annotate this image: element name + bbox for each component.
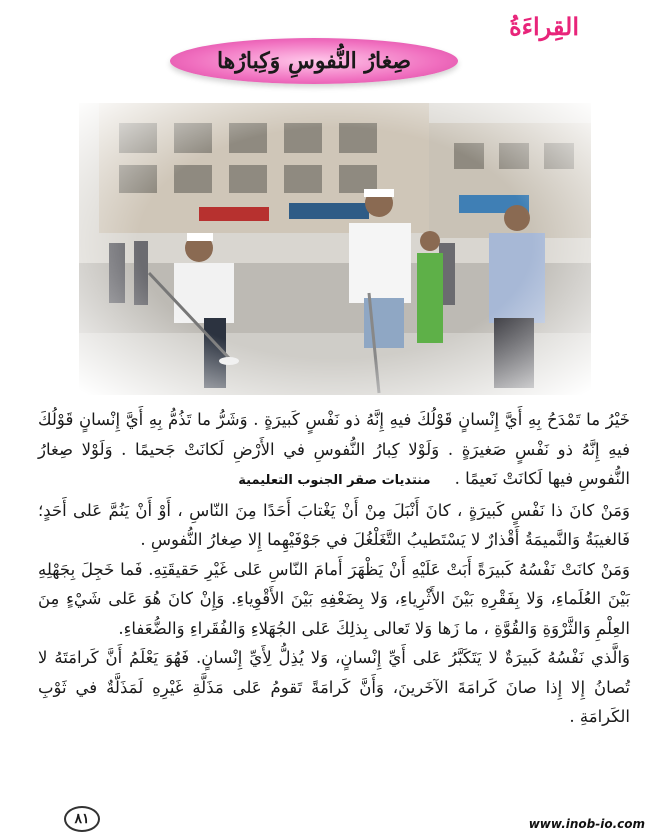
page-number: ٨١ (64, 806, 100, 832)
title-banner (170, 38, 458, 84)
paragraph-4: وَالَّذي نَفْسُهُ كَبيرَةٌ لا يَتَكَبَّرُ عَلى أَيِّ إِنْسانٍ، وَلا يُذِلُّ لِأَيِّ إِنْسانٍ. فَهُوَ يَعْلَمُ أَنَّ كَرامَتَهُ لا تُصانُ إِلا إِذا صانَ كَرامَةَ الآخَرينَ، وَأَنَّ كَرامَةً تَقومُ عَلى مَذَلَّةِ غَيْرِهِ لَمَذَلَّةٌ في ثَوْبِ الكَرامَةِ . (38, 648, 630, 726)
section-label: القِراءَةُ (509, 12, 579, 41)
footer-url[interactable]: www.inob-io.com (528, 817, 645, 831)
reading-text (38, 405, 630, 732)
paragraph-3: وَمَنْ كانَتْ نَفْسُهُ كَبيرَةً أَبَتْ عَلَيْهِ أَنْ يَظْهَرَ أَمامَ النّاسِ عَلى غَيْرِ حَقيقَتِهِ. فَما خَجِلَ بِجَهْلِهِ بَيْنَ العُلَماءِ، وَلا بِفَقْرِهِ بَيْنَ الأَثْرِياءِ، وَلا بِضَعْفِهِ بَيْنَ الأَقْوِياءِ. وَإِنْ كانَ هُوَ عَلى شَيْءٍ مِنَ العِلْمِ وَالثَّرْوَةِ وَالقُوَّةِ ، ما زَها وَلا تَعالى بِذلِكَ عَلى الجُهَلاءِ وَالفُقَراءِ وَالضُّعَفاءِ. (38, 559, 630, 638)
watermark-forum: منتديات صقر الجنوب التعليمية (238, 473, 431, 488)
paragraph-1: خَيْرُ ما تَمْدَحُ بِهِ أَيَّ إِنْسانٍ قَوْلُكَ فيهِ إِنَّهُ ذو نَفْسٍ كَبيرَةٍ . وَشَرُّ ما تَذُمُّ بِهِ أَيَّ إِنْسانٍ قَوْلُكَ فيهِ إِنَّهُ ذو نَفْسٍ صَغيرَةٍ . وَلَوْلا كِبارُ النُّفوسِ في الأَرْضِ لَكانَتْ جَحيمًا . وَلَوْلا صِغارُ النُّفوسِ فيها لَكانَتْ نَعيمًا .منتديات صقر الجنوب التعليمية (38, 410, 630, 488)
lesson-title: صِغارُ النُّفوسِ وَكِبارُها (216, 48, 412, 74)
paragraph-2: وَمَنْ كانَ ذا نَفْسٍ كَبيرَةٍ ، كانَ أَنْبَلَ مِنْ أَنْ يَغْتابَ أَحَدًا مِنَ النّاسِ ، أَوْ أَنْ يَنُمَّ عَلى أَحَدٍ؛ فَالغيبَةُ وَالنَّميمَةُ أَقْذارٌ لا يَسْتَطيبُ التَّغَلْغُلَ في جَوْفَيْهِما إِلا صِغارُ النُّفوسِ . (38, 500, 630, 549)
street-cleaning-photo (79, 103, 591, 395)
